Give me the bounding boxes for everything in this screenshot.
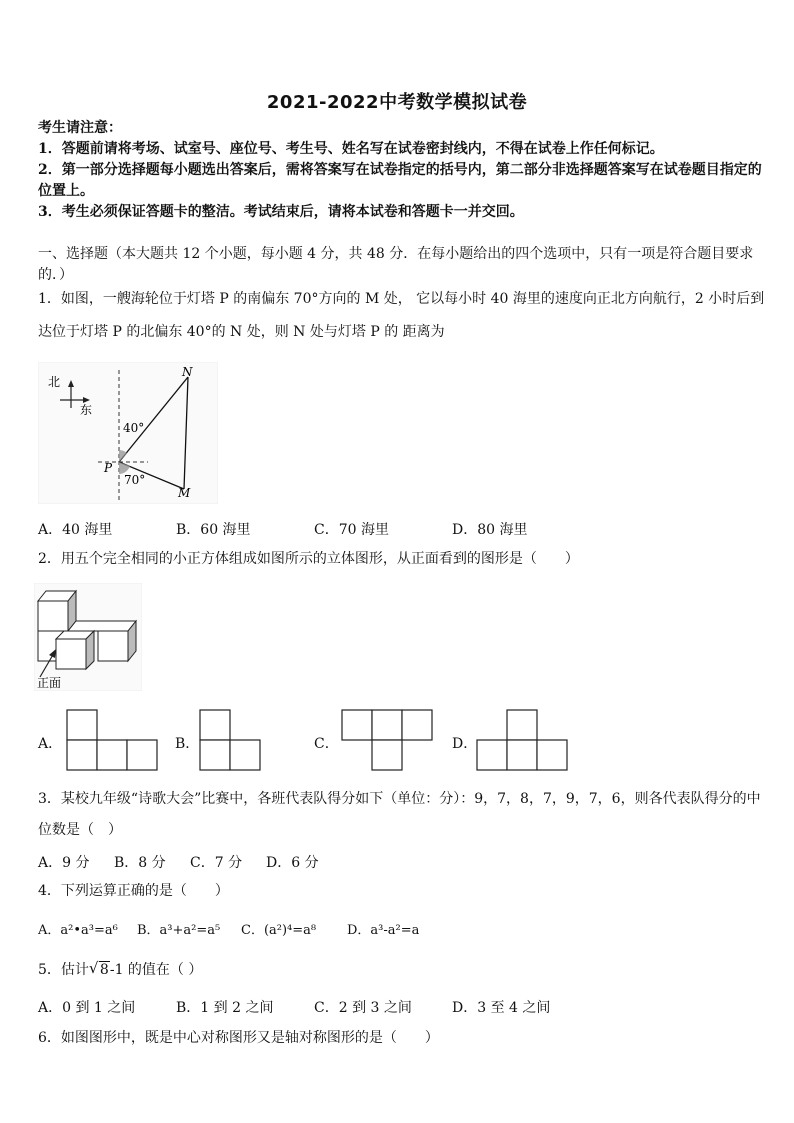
q1-option-b[interactable]: B．60 海里 [176, 522, 251, 538]
q2-option-b-label[interactable]: B． [175, 736, 200, 752]
notice-item-1: 1．答题前请将考场、试室号、座位号、考生号、姓名写在试卷密封线内，不得在试卷上作任何标记。 [38, 141, 664, 157]
sqrt-icon: √ [88, 959, 99, 977]
point-n-label: N [182, 365, 193, 379]
angle-40-label: 40° [123, 421, 145, 435]
point-m-label: M [178, 486, 191, 500]
notice-item-2-cont: 位置上。 [38, 183, 94, 199]
q2-option-b-figure[interactable] [196, 708, 264, 774]
q2-option-c-label[interactable]: C． [314, 736, 339, 752]
q2-option-d-label[interactable]: D． [452, 736, 478, 752]
lighthouse-diagram [38, 362, 218, 504]
section-heading-cont: 的．） [38, 267, 73, 283]
notice-item-2: 2．第一部分选择题每小题选出答案后，需将答案写在试卷指定的括号内，第二部分非选择题答案写在试卷题目指定的 [38, 162, 762, 178]
q2-option-a-figure[interactable] [63, 708, 159, 774]
sqrt-expression [89, 960, 110, 980]
question-4-text: 4．下列运算正确的是（ ） [38, 883, 229, 899]
page-title: 2021-2022中考数学模拟试卷 [266, 92, 528, 113]
question-3-text: 3．某校九年级“诗歌大会”比赛中，各班代表队得分如下（单位：分）：9，7，8，7，9，7，6，则各代表队得分的中 [38, 791, 761, 807]
q4-option-d[interactable]: D．a³-a²=a [347, 923, 420, 938]
q4-option-a[interactable]: A．a²•a³=a⁶ [38, 923, 118, 938]
question-6-text: 6．如图图形中，既是中心对称图形又是轴对称图形的是（ ） [38, 1030, 439, 1046]
q5-suffix: -1 的值在（ ） [109, 962, 203, 978]
east-label: 东 [80, 403, 93, 417]
north-label: 北 [48, 375, 61, 389]
question-1-text-cont: 达位于灯塔 P 的北偏东 40°的 N 处，则 N 处与灯塔 P 的 距离为 [38, 324, 445, 340]
q1-option-d[interactable]: D．80 海里 [452, 522, 528, 538]
q2-option-c-figure[interactable] [338, 708, 434, 774]
notice-heading: 考生请注意： [38, 120, 122, 136]
q2-option-d-figure[interactable] [473, 708, 569, 774]
q3-option-b[interactable]: B．8 分 [114, 855, 166, 871]
q5-prefix: 5．估计 [38, 962, 89, 978]
angle-70-label: 70° [124, 473, 146, 487]
notice-item-3: 3．考生必须保证答题卡的整洁。考试结束后，请将本试卷和答题卡一并交回。 [38, 204, 524, 220]
question-1-text: 1．如图，一艘海轮位于灯塔 P 的南偏东 70°方向的 M 处， 它以每小时 40 海里的速度向正北方向航行，2 小时后到 [38, 291, 765, 307]
q5-option-a[interactable]: A．0 到 1 之间 [38, 1000, 136, 1016]
point-p-label: P [104, 461, 113, 475]
q5-radicand: 8 [99, 962, 109, 978]
question-2-text: 2．用五个完全相同的小正方体组成如图所示的立体图形，从正面看到的图形是（ ） [38, 551, 579, 567]
cube-stack-figure [34, 583, 142, 691]
q1-option-c[interactable]: C．70 海里 [314, 522, 389, 538]
q3-option-c[interactable]: C．7 分 [190, 855, 243, 871]
q5-option-b[interactable]: B．1 到 2 之间 [176, 1000, 274, 1016]
q5-option-d[interactable]: D．3 至 4 之间 [452, 1000, 551, 1016]
question-3-text-cont: 位数是（ ） [38, 822, 122, 838]
section-heading: 一、选择题（本大题共 12 个小题，每小题 4 分，共 48 分．在每小题给出的四个选项中，只有一项是符合题目要求 [38, 246, 754, 262]
q4-option-c[interactable]: C．(a²)⁴=a⁸ [241, 923, 317, 938]
q3-option-d[interactable]: D．6 分 [266, 855, 319, 871]
q3-option-a[interactable]: A．9 分 [38, 855, 90, 871]
q4-option-b[interactable]: B．a³+a²=a⁵ [137, 923, 221, 938]
q2-option-a-label[interactable]: A． [38, 736, 63, 752]
q5-option-c[interactable]: C．2 到 3 之间 [314, 1000, 412, 1016]
front-label: 正面 [37, 676, 62, 690]
q1-option-a[interactable]: A．40 海里 [38, 522, 113, 538]
question-5-text [38, 960, 202, 980]
